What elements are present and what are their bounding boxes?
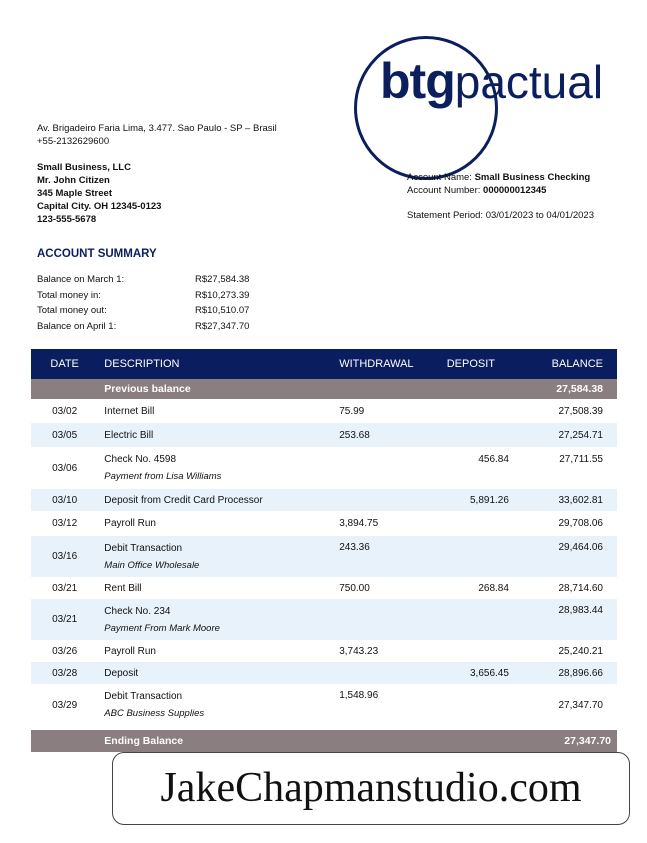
watermark-text: JakeChapmanstudio.com [160, 765, 582, 811]
bank-phone: +55-2132629600 [37, 136, 110, 147]
table-row [31, 684, 617, 726]
row-date: 03/21 [52, 582, 78, 594]
logo-bold: btg [380, 53, 455, 109]
row-description: Payroll Run [104, 518, 156, 529]
row-balance: 27,508.39 [558, 405, 603, 417]
logo-light: pactual [454, 56, 604, 108]
account-name-value: Small Business Checking [474, 172, 591, 183]
row-date: 03/02 [52, 405, 78, 417]
row-description: Rent Bill [104, 582, 142, 594]
table-row [31, 577, 617, 599]
row-withdrawal [339, 489, 433, 511]
table-row [31, 511, 617, 536]
row-description: Deposit from Credit Card Processor [98, 489, 339, 511]
summary-value: R$27,584.38 [195, 274, 250, 285]
row-date: 03/29 [52, 699, 78, 711]
row-balance: 33,602.81 [509, 489, 617, 511]
row-date: 03/21 [31, 599, 98, 640]
row-withdrawal: 3,743.23 [339, 645, 379, 657]
row-deposit [433, 399, 509, 423]
customer-name: Mr. John Citizen [37, 175, 110, 186]
table-row [31, 536, 617, 577]
row-balance: 28,714.60 [558, 582, 603, 594]
row-balance: 27,711.55 [559, 454, 603, 465]
customer-city: Capital City. OH 12345-0123 [37, 201, 162, 212]
header-balance: BALANCE [509, 349, 617, 379]
row-withdrawal [339, 599, 433, 640]
statement-period-row [407, 209, 594, 222]
account-name-row [407, 171, 594, 184]
statement-period-value: 03/01/2023 to 04/01/2023 [485, 210, 594, 221]
row-balance: 25,240.21 [558, 645, 603, 657]
transactions-table [31, 349, 617, 752]
customer-company: Small Business, LLC [37, 162, 131, 173]
row-withdrawal: 75.99 [339, 405, 365, 417]
customer-address [37, 161, 161, 226]
row-date: 03/26 [52, 645, 78, 657]
row-withdrawal [339, 447, 433, 489]
ending-balance-label: Ending Balance [98, 730, 339, 752]
row-deposit [433, 511, 509, 536]
summary-label: Total money out: [37, 305, 107, 316]
row-description: Electric Bill [98, 423, 339, 447]
account-summary-title: ACCOUNT SUMMARY [37, 248, 157, 260]
row-date: 03/16 [31, 536, 98, 577]
summary-row [37, 303, 337, 319]
bank-address-line: Av. Brigadeiro Faria Lima, 3.477. Sao Paulo - SP – Brasil [37, 123, 277, 134]
row-balance: 27,347.70 [558, 699, 603, 711]
previous-balance-value: 27,584.38 [509, 379, 617, 399]
row-balance: 28,983.44 [509, 599, 617, 640]
row-description: Payroll Run [104, 645, 156, 657]
table-row [31, 599, 617, 640]
summary-label: Balance on March 1: [37, 274, 125, 285]
bank-address [37, 122, 277, 148]
row-deposit [433, 640, 509, 662]
row-balance: 28,896.66 [509, 662, 617, 684]
summary-value: R$10,510.07 [195, 305, 250, 316]
previous-balance-row [31, 379, 617, 399]
row-deposit: 3,656.45 [433, 662, 509, 684]
summary-row [37, 272, 337, 288]
row-withdrawal: 750.00 [339, 582, 370, 594]
row-subdescription: Payment from Lisa Williams [104, 471, 222, 482]
row-description-cell [98, 599, 339, 640]
row-description-cell [98, 447, 339, 489]
row-date: 03/10 [31, 489, 98, 511]
row-description: Check No. 4598 [104, 454, 177, 465]
header-deposit: DEPOSIT [433, 349, 509, 379]
summary-label: Total money in: [37, 289, 101, 301]
customer-phone: 123-555-5678 [37, 214, 97, 225]
row-description-cell [98, 684, 339, 726]
account-number-label: Account Number: [407, 185, 481, 196]
summary-row [37, 288, 337, 304]
row-subdescription: ABC Business Supplies [104, 708, 205, 719]
row-withdrawal: 243.36 [339, 536, 433, 577]
row-withdrawal: 253.68 [339, 423, 433, 447]
row-date: 03/28 [31, 662, 98, 684]
account-info [407, 171, 594, 222]
row-balance: 29,708.06 [558, 518, 603, 529]
table-row [31, 489, 617, 511]
row-description: Debit Transaction [104, 691, 183, 702]
bank-logo [380, 52, 603, 110]
row-deposit [433, 599, 509, 640]
row-deposit [433, 423, 509, 447]
row-date: 03/06 [52, 462, 78, 474]
table-row [31, 662, 617, 684]
summary-label: Balance on April 1: [37, 320, 117, 332]
row-date: 03/05 [31, 423, 98, 447]
row-subdescription: Main Office Wholesale [104, 559, 200, 571]
row-description: Debit Transaction [104, 542, 183, 554]
row-description: Deposit [98, 662, 339, 684]
row-deposit [433, 536, 509, 577]
row-deposit: 268.84 [478, 582, 509, 594]
ending-balance-row [31, 730, 617, 752]
summary-value: R$10,273.39 [195, 289, 250, 301]
row-deposit: 456.84 [478, 454, 509, 465]
account-number-row [407, 184, 594, 197]
ending-balance-value: 27,347.70 [509, 730, 617, 752]
row-withdrawal [339, 662, 433, 684]
table-row [31, 399, 617, 423]
row-subdescription: Payment From Mark Moore [104, 622, 220, 634]
table-row [31, 423, 617, 447]
account-number-value: 000000012345 [483, 185, 547, 196]
row-withdrawal: 3,894.75 [339, 518, 379, 529]
row-balance: 27,254.71 [509, 423, 617, 447]
statement-period-label: Statement Period: [407, 210, 484, 221]
account-summary [37, 272, 337, 334]
row-deposit: 5,891.26 [433, 489, 509, 511]
account-name-label: Account Name: [407, 172, 472, 183]
previous-balance-label: Previous balance [98, 379, 339, 399]
customer-street: 345 Maple Street [37, 188, 112, 199]
summary-row [37, 319, 337, 335]
row-date: 03/12 [52, 518, 78, 529]
summary-value: R$27,347.70 [195, 320, 250, 332]
row-balance: 29,464.06 [509, 536, 617, 577]
row-description: Check No. 234 [104, 605, 171, 617]
table-row [31, 447, 617, 489]
header-date: DATE [31, 349, 98, 379]
table-header-row [31, 349, 617, 379]
row-withdrawal: 1,548.96 [339, 690, 379, 701]
table-row [31, 640, 617, 662]
row-description: Internet Bill [104, 405, 155, 417]
header-description: DESCRIPTION [98, 349, 339, 379]
header-withdrawal: WITHDRAWAL [339, 349, 433, 379]
row-description-cell [98, 536, 339, 577]
row-deposit [433, 684, 509, 726]
